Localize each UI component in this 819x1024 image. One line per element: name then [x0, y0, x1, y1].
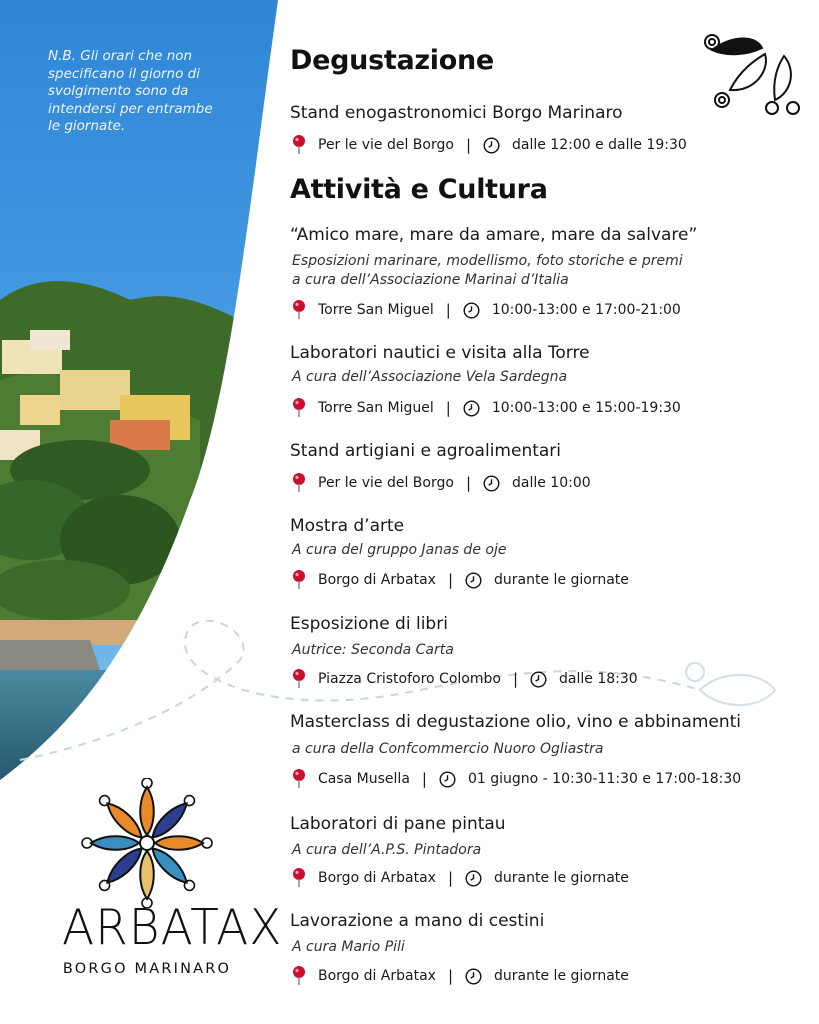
event-location: Torre San Miguel: [318, 400, 434, 416]
schedule-note: N.B. Gli orari che non specificano il giorno di svolgimento sono da intendersi per entrambe le giornate.: [48, 48, 213, 134]
event-subtitle: A cura del gruppo Janas de oje: [292, 542, 507, 558]
event-location: Casa Musella: [318, 771, 410, 787]
event-time: durante le giornate: [494, 572, 629, 588]
separator: |: [447, 967, 454, 985]
event-meta: [292, 472, 591, 494]
clock-icon: [463, 400, 480, 417]
location-pin-icon: [292, 398, 306, 418]
event-title: Esposizione di libri: [290, 614, 448, 634]
event-meta: [292, 668, 638, 690]
event-meta: [292, 867, 629, 889]
location-pin-icon: [292, 966, 306, 986]
location-pin-icon: [292, 473, 306, 493]
clock-icon: [439, 771, 456, 788]
event-location: Torre San Miguel: [318, 302, 434, 318]
event-location: Per le vie del Borgo: [318, 137, 454, 153]
clock-icon: [465, 572, 482, 589]
clock-icon: [463, 302, 480, 319]
event-title: Stand enogastronomici Borgo Marinaro: [290, 103, 623, 123]
event-meta: [292, 299, 681, 321]
event-title: Laboratori nautici e visita alla Torre: [290, 343, 590, 363]
event-title: Lavorazione a mano di cestini: [290, 911, 545, 931]
event-subtitle: a cura dell’Associazione Marinai d’Italia: [292, 272, 569, 288]
event-location: Borgo di Arbatax: [318, 968, 436, 984]
fish-emblem-icon: [700, 30, 810, 115]
clock-icon: [483, 475, 500, 492]
clock-icon: [465, 870, 482, 887]
event-title: Stand artigiani e agroalimentari: [290, 441, 562, 461]
event-title: Laboratori di pane pintau: [290, 814, 506, 834]
event-subtitle: a cura della Confcommercio Nuoro Ogliastra: [292, 741, 604, 757]
arbatax-rosette-logo: [72, 778, 222, 908]
separator: |: [421, 770, 427, 788]
event-subtitle: A cura Mario Pili: [292, 939, 405, 955]
separator: |: [465, 474, 471, 492]
event-time: dalle 12:00 e dalle 19:30: [512, 137, 687, 153]
event-meta: [292, 768, 741, 790]
separator: |: [445, 301, 451, 319]
event-subtitle: Autrice: Seconda Carta: [292, 642, 454, 658]
event-time: dalle 10:00: [512, 475, 591, 491]
event-title: Mostra d’arte: [290, 516, 405, 536]
location-pin-icon: [292, 868, 306, 888]
separator: |: [447, 571, 454, 589]
event-location: Per le vie del Borgo: [318, 475, 454, 491]
event-title: Masterclass di degustazione olio, vino e abbinamenti: [290, 712, 742, 732]
event-time: dalle 18:30: [559, 671, 638, 687]
location-pin-icon: [292, 669, 306, 689]
logo-name: ARBATAX: [62, 898, 283, 957]
location-pin-icon: [292, 300, 306, 320]
location-pin-icon: [292, 570, 306, 590]
location-pin-icon: [292, 769, 306, 789]
separator: |: [512, 670, 519, 688]
event-location: Borgo di Arbatax: [318, 870, 436, 886]
event-title: “Amico mare, mare da amare, mare da salvare”: [290, 225, 698, 245]
event-time: durante le giornate: [494, 968, 629, 984]
event-time: 01 giugno - 10:30-11:30 e 17:00-18:30: [467, 771, 742, 787]
separator: |: [445, 399, 451, 417]
separator: |: [447, 869, 454, 887]
event-subtitle: A cura dell’Associazione Vela Sardegna: [292, 369, 568, 385]
event-location: Borgo di Arbatax: [318, 572, 436, 588]
event-time: 10:00-13:00 e 17:00-21:00: [491, 302, 681, 318]
event-time: 10:00-13:00 e 15:00-19:30: [491, 400, 681, 416]
section-title-degustazione: Degustazione: [290, 45, 494, 76]
event-meta: [292, 965, 629, 987]
event-subtitle: Esposizioni marinare, modellismo, foto storiche e premi: [292, 253, 683, 269]
clock-icon: [465, 968, 482, 985]
event-meta: [292, 569, 629, 591]
event-time: durante le giornate: [494, 870, 629, 886]
clock-icon: [483, 137, 500, 154]
event-meta: [292, 134, 687, 156]
location-pin-icon: [292, 135, 306, 155]
event-location: Piazza Cristoforo Colombo: [318, 671, 501, 687]
clock-icon: [530, 671, 547, 688]
event-subtitle: A cura dell’A.P.S. Pintadora: [292, 842, 482, 858]
separator: |: [465, 136, 471, 154]
logo-subtitle: BORGO MARINARO: [62, 961, 232, 977]
event-meta: [292, 397, 681, 419]
section-title-cultura: Attività e Cultura: [290, 174, 548, 205]
